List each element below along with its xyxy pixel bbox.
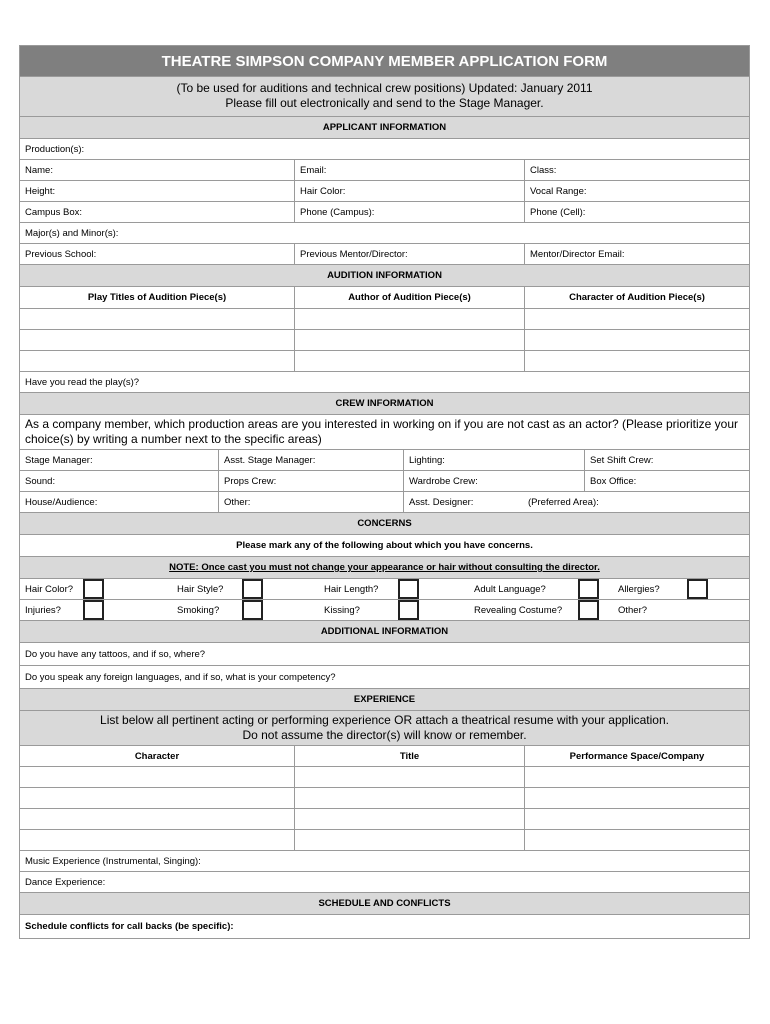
applicant-row-4 (20, 244, 749, 265)
experience-space-input[interactable] (525, 788, 749, 808)
experience-col-performance-space: Performance Space/Company (569, 751, 705, 762)
experience-character-input[interactable] (20, 830, 295, 850)
applicant-row-2 (20, 181, 749, 202)
props-crew-field[interactable]: Props Crew: (219, 471, 404, 491)
vocal-range-field[interactable]: Vocal Range: (530, 186, 587, 197)
hair-color-concern-checkbox[interactable] (83, 579, 104, 599)
table-row (20, 330, 749, 351)
intro-line-1: (To be used for auditions and technical crew positions) Updated: January 2011 (176, 81, 593, 95)
mentor-email-field[interactable]: Mentor/Director Email: (530, 249, 625, 260)
concerns-note: NOTE: Once cast you must not change your appearance or hair without consulting the director. (20, 557, 749, 579)
stage-manager-field[interactable]: Stage Manager: (20, 450, 219, 470)
injuries-concern-label: Injuries? (25, 605, 61, 616)
sound-field[interactable]: Sound: (20, 471, 219, 491)
audition-author-input[interactable] (295, 309, 525, 329)
kissing-concern-checkbox[interactable] (398, 600, 419, 620)
class-field[interactable]: Class: (530, 165, 557, 176)
audition-table-header (20, 287, 749, 309)
experience-space-input[interactable] (525, 830, 749, 850)
preferred-area-label: (Preferred Area): (528, 497, 599, 508)
table-row (20, 309, 749, 330)
asst-designer-field[interactable] (404, 492, 749, 512)
table-row (20, 830, 749, 851)
experience-title-input[interactable] (295, 788, 525, 808)
experience-instructions (20, 711, 749, 746)
experience-title-input[interactable] (295, 809, 525, 829)
experience-character-input[interactable] (20, 809, 295, 829)
lighting-field[interactable]: Lighting: (404, 450, 585, 470)
experience-space-input[interactable] (525, 767, 749, 787)
read-play-field[interactable]: Have you read the play(s)? (20, 372, 749, 393)
audition-col-author: Author of Audition Piece(s) (295, 287, 525, 308)
other-concern-label: Other? (618, 605, 648, 616)
experience-title-input[interactable] (295, 830, 525, 850)
hair-length-concern-label: Hair Length? (324, 584, 379, 595)
campus-box-field[interactable]: Campus Box: (20, 202, 295, 222)
audition-author-input[interactable] (295, 351, 525, 371)
revealing-costume-concern-label: Revealing Costume? (474, 605, 563, 616)
audition-play-title-input[interactable] (20, 351, 295, 371)
productions-field[interactable]: Production(s): (20, 139, 749, 160)
form-title: THEATRE SIMPSON COMPANY MEMBER APPLICATION FORM (20, 46, 749, 77)
house-audience-field[interactable]: House/Audience: (20, 492, 219, 512)
revealing-costume-concern-checkbox[interactable] (578, 600, 599, 620)
audition-section-heading: AUDITION INFORMATION (20, 265, 749, 287)
asst-stage-manager-field[interactable]: Asst. Stage Manager: (219, 450, 404, 470)
experience-col-character: Character (20, 746, 295, 766)
hair-color-field[interactable]: Hair Color: (295, 181, 525, 201)
experience-title-input[interactable] (295, 767, 525, 787)
crew-row-1 (20, 450, 749, 471)
audition-play-title-input[interactable] (20, 330, 295, 350)
concerns-row-2 (20, 600, 749, 621)
audition-character-input[interactable] (525, 351, 749, 371)
applicant-row-1 (20, 160, 749, 181)
allergies-concern-checkbox[interactable] (687, 579, 708, 599)
asst-designer-label: Asst. Designer: (409, 497, 474, 508)
audition-play-title-input[interactable] (20, 309, 295, 329)
table-row (20, 809, 749, 830)
table-row (20, 788, 749, 809)
schedule-conflicts-field[interactable]: Schedule conflicts for call backs (be specific): (25, 921, 234, 932)
experience-character-input[interactable] (20, 767, 295, 787)
experience-character-input[interactable] (20, 788, 295, 808)
height-field[interactable]: Height: (20, 181, 295, 201)
table-row (20, 351, 749, 372)
concerns-instruction: Please mark any of the following about which you have concerns. (20, 535, 749, 557)
application-form (19, 45, 750, 939)
adult-language-concern-checkbox[interactable] (578, 579, 599, 599)
intro-line-2: Please fill out electronically and send to the Stage Manager. (225, 96, 544, 110)
applicant-row-3 (20, 202, 749, 223)
injuries-concern-checkbox[interactable] (83, 600, 104, 620)
additional-section-heading: ADDITIONAL INFORMATION (20, 621, 749, 643)
crew-row-3 (20, 492, 749, 513)
kissing-concern-label: Kissing? (324, 605, 360, 616)
previous-school-field[interactable]: Previous School: (20, 244, 295, 264)
audition-col-character: Character of Audition Piece(s) (569, 292, 705, 303)
crew-row-2 (20, 471, 749, 492)
audition-character-input[interactable] (525, 330, 749, 350)
wardrobe-crew-field[interactable]: Wardrobe Crew: (404, 471, 585, 491)
adult-language-concern-label: Adult Language? (474, 584, 546, 595)
hair-length-concern-checkbox[interactable] (398, 579, 419, 599)
audition-author-input[interactable] (295, 330, 525, 350)
dance-experience-field[interactable]: Dance Experience: (20, 872, 749, 893)
phone-campus-field[interactable]: Phone (Campus): (295, 202, 525, 222)
experience-instruction-line-1: List below all pertinent acting or performing experience OR attach a theatrical resume with your application. (100, 713, 669, 727)
audition-col-play-titles: Play Titles of Audition Piece(s) (20, 287, 295, 308)
crew-question: As a company member, which production areas are you interested in working on if you are not cast as an actor? (Please prioritize your choice(s) by writing a number next to the specific areas) (20, 415, 749, 450)
experience-col-title: Title (295, 746, 525, 766)
crew-other-field[interactable]: Other: (219, 492, 404, 512)
experience-instruction-line-2: Do not assume the director(s) will know or remember. (242, 728, 527, 742)
concerns-row-1 (20, 579, 749, 600)
table-row (20, 767, 749, 788)
name-field[interactable]: Name: (20, 160, 295, 180)
hair-style-concern-checkbox[interactable] (242, 579, 263, 599)
schedule-section-heading: SCHEDULE AND CONFLICTS (20, 893, 749, 915)
hair-style-concern-label: Hair Style? (177, 584, 224, 595)
hair-color-concern-label: Hair Color? (25, 584, 74, 595)
allergies-concern-label: Allergies? (618, 584, 660, 595)
audition-character-input[interactable] (525, 309, 749, 329)
phone-cell-field[interactable]: Phone (Cell): (530, 207, 586, 218)
tattoos-field[interactable]: Do you have any tattoos, and if so, where? (20, 643, 749, 666)
languages-field[interactable]: Do you speak any foreign languages, and if so, what is your competency? (20, 666, 749, 689)
form-intro (20, 77, 749, 117)
majors-field[interactable]: Major(s) and Minor(s): (20, 223, 749, 244)
email-field[interactable]: Email: (295, 160, 525, 180)
smoking-concern-label: Smoking? (177, 605, 220, 616)
music-experience-field[interactable]: Music Experience (Instrumental, Singing): (20, 851, 749, 872)
box-office-field[interactable]: Box Office: (590, 476, 637, 487)
smoking-concern-checkbox[interactable] (242, 600, 263, 620)
previous-mentor-field[interactable]: Previous Mentor/Director: (295, 244, 525, 264)
experience-space-input[interactable] (525, 809, 749, 829)
crew-section-heading: CREW INFORMATION (20, 393, 749, 415)
concerns-section-heading: CONCERNS (20, 513, 749, 535)
applicant-section-heading: APPLICANT INFORMATION (20, 117, 749, 139)
experience-table-header (20, 746, 749, 767)
experience-section-heading: EXPERIENCE (20, 689, 749, 711)
set-shift-crew-field[interactable]: Set Shift Crew: (590, 455, 654, 466)
